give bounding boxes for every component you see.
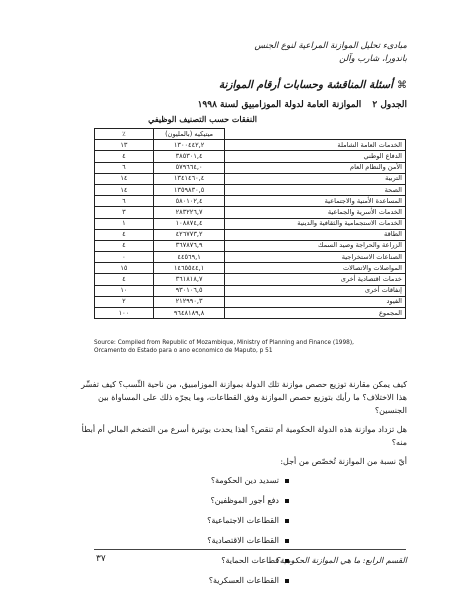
row-value: ٩٣٠١٠٦,٥ (153, 285, 225, 296)
table-row (95, 296, 406, 307)
list-intro: أيّ نسبة من الموازنة تُخصّص من أجل: (280, 457, 407, 466)
row-percent: ٢ (95, 296, 154, 307)
list-item-text: القطاعات الاجتماعية؟ (207, 516, 279, 525)
row-percent: ١٤ (95, 173, 154, 184)
running-header (254, 40, 407, 66)
budget-table-wrapper (94, 128, 406, 319)
row-category: الخدمات العامة الشاملة (225, 140, 406, 151)
row-percent: ٤ (95, 240, 154, 251)
header-value: ميتيكيه (بالمليون) (153, 129, 225, 140)
source-line-2: Orcamento do Estado para o ano economico de Maputo, p 51 (94, 348, 273, 354)
table-source (94, 339, 414, 355)
row-category: الصحة (225, 184, 406, 195)
list-item-text: تسديد دين الحكومة؟ (210, 476, 279, 485)
question-1: كيف يمكن مقارنة توزيع حصص موازنة تلك الدولة بموازنة الموزامبيق، من ناحية النِّسب؟ كيف تفسِّر هذا الاختلاف؟ ما رأيك بتوزيع حصص الموازنة وفق القطاعات، وما يجرّه ذلك على المساواة بين الجنسين؟ (81, 380, 407, 415)
table-caption (198, 100, 407, 110)
table-row (95, 308, 406, 319)
list-item (77, 534, 407, 547)
source-line-1: Source: Compiled from Republic of Mozambique, Ministry of Planning and Finance (1998), (94, 340, 354, 346)
table-label: الجدول ٢ (372, 100, 407, 110)
table-row (95, 229, 406, 240)
row-category: المساعدة الأمنية والاجتماعية (225, 196, 406, 207)
bullet-icon (285, 479, 289, 483)
table-caption-text: الموازنة العامة لدولة الموزامبيق لسنة ١٩٩٨ (197, 100, 362, 110)
bullet-icon (285, 539, 289, 543)
budget-table (94, 128, 406, 319)
row-category: الفيود (225, 296, 406, 307)
row-percent: ٤ (95, 274, 154, 285)
row-category: الخدمات الاستجمامية والثقافية والدينية (225, 218, 406, 229)
table-row (95, 274, 406, 285)
table-row (95, 252, 406, 263)
row-value: ١٣٥٩٨٣٠,٥ (153, 184, 225, 195)
table-row (95, 173, 406, 184)
row-value: ٥٨٠١٠٢,٤ (153, 196, 225, 207)
bullet-icon (285, 519, 289, 523)
row-percent: ١٤ (95, 184, 154, 195)
row-percent: ١٠ (95, 285, 154, 296)
table-body (95, 140, 406, 319)
row-value: ٢١٢٩٩٠,٣ (153, 296, 225, 307)
header-line-2: باندورا، شارب وآلن (339, 54, 407, 64)
row-percent: ١٠٠ (95, 308, 154, 319)
row-category: الدفاع الوطني (225, 151, 406, 162)
table-row (95, 218, 406, 229)
row-category: خدمات اقتصادية أخرى (225, 274, 406, 285)
table-row (95, 196, 406, 207)
table-row (95, 151, 406, 162)
table-row (95, 240, 406, 251)
row-category: الخدمات الأسرية والجماعية (225, 207, 406, 218)
table-row (95, 285, 406, 296)
table-subcaption: النفقات حسب التصنيف الوظيفي (148, 114, 257, 124)
row-value: ٥٧٩٦٦٤,٠ (153, 162, 225, 173)
table-row (95, 263, 406, 274)
row-percent: ٤ (95, 229, 154, 240)
row-category: المجموع (225, 308, 406, 319)
row-percent: ٣ (95, 207, 154, 218)
list-item (77, 574, 407, 587)
row-category: الزراعة والحراجة وصيد السمك (225, 240, 406, 251)
list-item (77, 494, 407, 507)
row-value: ٣٦١٨١٨,٧ (153, 274, 225, 285)
section-mark-icon: ⌘ (397, 79, 407, 91)
page-number: ٣٧ (96, 554, 106, 564)
row-category: الصناعات الاستخراجية (225, 252, 406, 263)
row-category: الأمن والنظام العام (225, 162, 406, 173)
footer-text: القسم الرابع: ما هي الموازنة الحكومية؟ (275, 556, 407, 565)
row-value: ١٤٦٥٥٤٤,١ (153, 263, 225, 274)
bullet-icon (285, 579, 289, 583)
row-percent: ٦ (95, 162, 154, 173)
row-category: التربية (225, 173, 406, 184)
row-percent: ٦ (95, 196, 154, 207)
bullet-icon (285, 499, 289, 503)
row-value: ٣٨٥٣٠١,٤ (153, 151, 225, 162)
row-value: ٢٨٣٢٢٦,٧ (153, 207, 225, 218)
row-percent: ٤ (95, 151, 154, 162)
row-category: المواصلات والاتصالات (225, 263, 406, 274)
row-category: الطاقة (225, 229, 406, 240)
section-heading (219, 79, 407, 91)
row-value: ٩٦٤٨١٨٩,٨ (153, 308, 225, 319)
table-header-row (95, 129, 406, 140)
row-percent: ١٥ (95, 263, 154, 274)
list-item-text: قطاعات الحماية؟ (221, 556, 279, 565)
row-value: ١٣٠٠٤٤٢,٢ (153, 140, 225, 151)
table-row (95, 207, 406, 218)
row-percent: ٠ (95, 252, 154, 263)
row-percent: ١ (95, 218, 154, 229)
list-item (77, 474, 407, 487)
row-value: ٣٦٧٨٧٦,٩ (153, 240, 225, 251)
list-item-text: القطاعات العسكرية؟ (208, 576, 279, 585)
budget-share-list (77, 474, 407, 587)
list-item-text: القطاعات الاقتصادية؟ (207, 536, 279, 545)
table-row (95, 140, 406, 151)
row-value: ٤٤٥٦٩,١ (153, 252, 225, 263)
row-value: ١٣٤١٤٦٠,٤ (153, 173, 225, 184)
header-category-cell (225, 129, 406, 140)
table-row (95, 184, 406, 195)
header-percent: ٪ (95, 129, 154, 140)
row-percent: ١٣ (95, 140, 154, 151)
row-value: ٤٢٦٧٧٣,٢ (153, 229, 225, 240)
header-line-1: مبادىء تحليل الموازنة المراعية لنوع الجنس (254, 41, 407, 51)
row-category: إنفاقات أخرى (225, 285, 406, 296)
table-row (95, 162, 406, 173)
footer-divider (94, 549, 406, 550)
section-title: أسئلة المناقشة وحسابات أرقام الموازنة (218, 79, 393, 91)
list-item (77, 514, 407, 527)
list-item-text: دفع أجور الموظفين؟ (210, 496, 279, 505)
question-2: هل تزداد موازنة هذه الدولة الحكومية أم تنقص؟ أهذا يحدث بوتيرة أسرع من التضخم المالي أم أبطأ منه؟ (81, 425, 407, 447)
row-value: ١٠٨٨٧٤,٤ (153, 218, 225, 229)
